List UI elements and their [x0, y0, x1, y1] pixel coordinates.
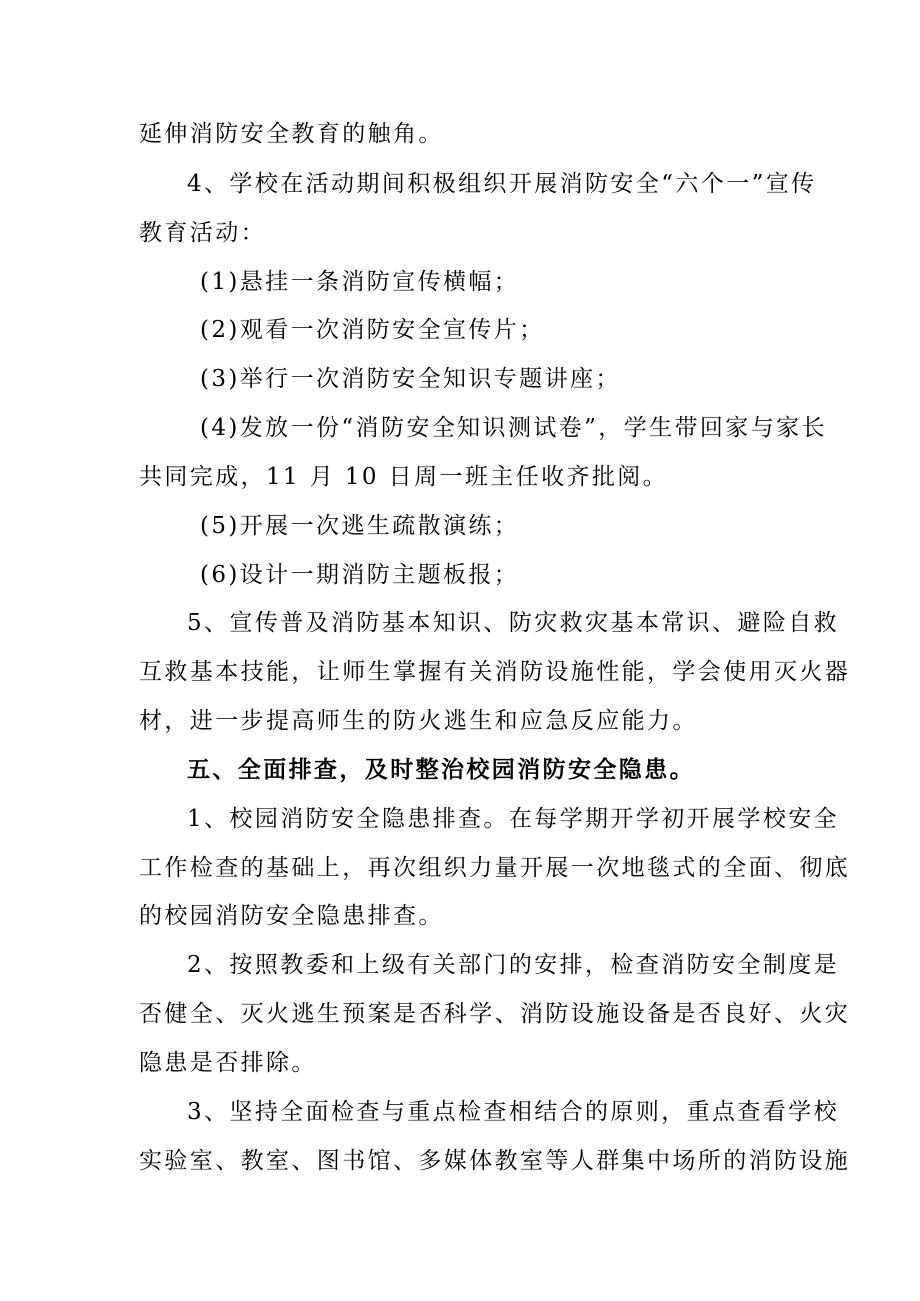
text-line: 材，进一步提高师生的防火逃生和应急反应能力。	[139, 708, 698, 734]
text-line: 隐患是否排除。	[139, 1050, 317, 1076]
text-line: 4、学校在活动期间积极组织开展消防安全“六个一”宣传	[187, 171, 817, 197]
text-line: 3、坚持全面检查与重点检查相结合的原则，重点查看学校	[187, 1099, 840, 1125]
text-line: 互救基本技能，让师生掌握有关消防设施性能，学会使用灭火器	[139, 659, 851, 685]
text-line: 5、宣传普及消防基本知识、防灾救灾基本常识、避险自救	[187, 610, 840, 636]
text-line: (6)设计一期消防主题板报；	[200, 562, 520, 588]
text-line: (2)观看一次消防安全宣传片；	[200, 317, 545, 343]
text-line: 的校园消防安全隐患排查。	[139, 903, 444, 929]
text-line: (4)发放一份“消防安全知识测试卷”，学生带回家与家长	[200, 415, 827, 441]
text-line: 实验室、教室、图书馆、多媒体教室等人群集中场所的消防设施	[139, 1148, 851, 1174]
text-line: 共同完成，11 月 10 日周一班主任收齐批阅。	[139, 464, 669, 490]
text-line: 2、按照教委和上级有关部门的安排，检查消防安全制度是	[187, 952, 840, 978]
text-line: 教育活动：	[139, 220, 266, 246]
text-line: 1、校园消防安全隐患排查。在每学期开学初开展学校安全	[187, 806, 840, 832]
text-line: 工作检查的基础上，再次组织力量开展一次地毯式的全面、彻底	[139, 855, 851, 881]
section-heading: 五、全面排查，及时整治校园消防安全隐患。	[187, 756, 695, 783]
text-line: 否健全、灭火逃生预案是否科学、消防设施设备是否良好、火灾	[139, 1001, 851, 1027]
text-line: 延伸消防安全教育的触角。	[139, 121, 444, 147]
text-line: (3)举行一次消防安全知识专题讲座；	[200, 366, 621, 392]
text-line: (5)开展一次逃生疏散演练；	[200, 513, 520, 539]
text-line: (1)悬挂一条消防宣传横幅；	[200, 269, 520, 295]
